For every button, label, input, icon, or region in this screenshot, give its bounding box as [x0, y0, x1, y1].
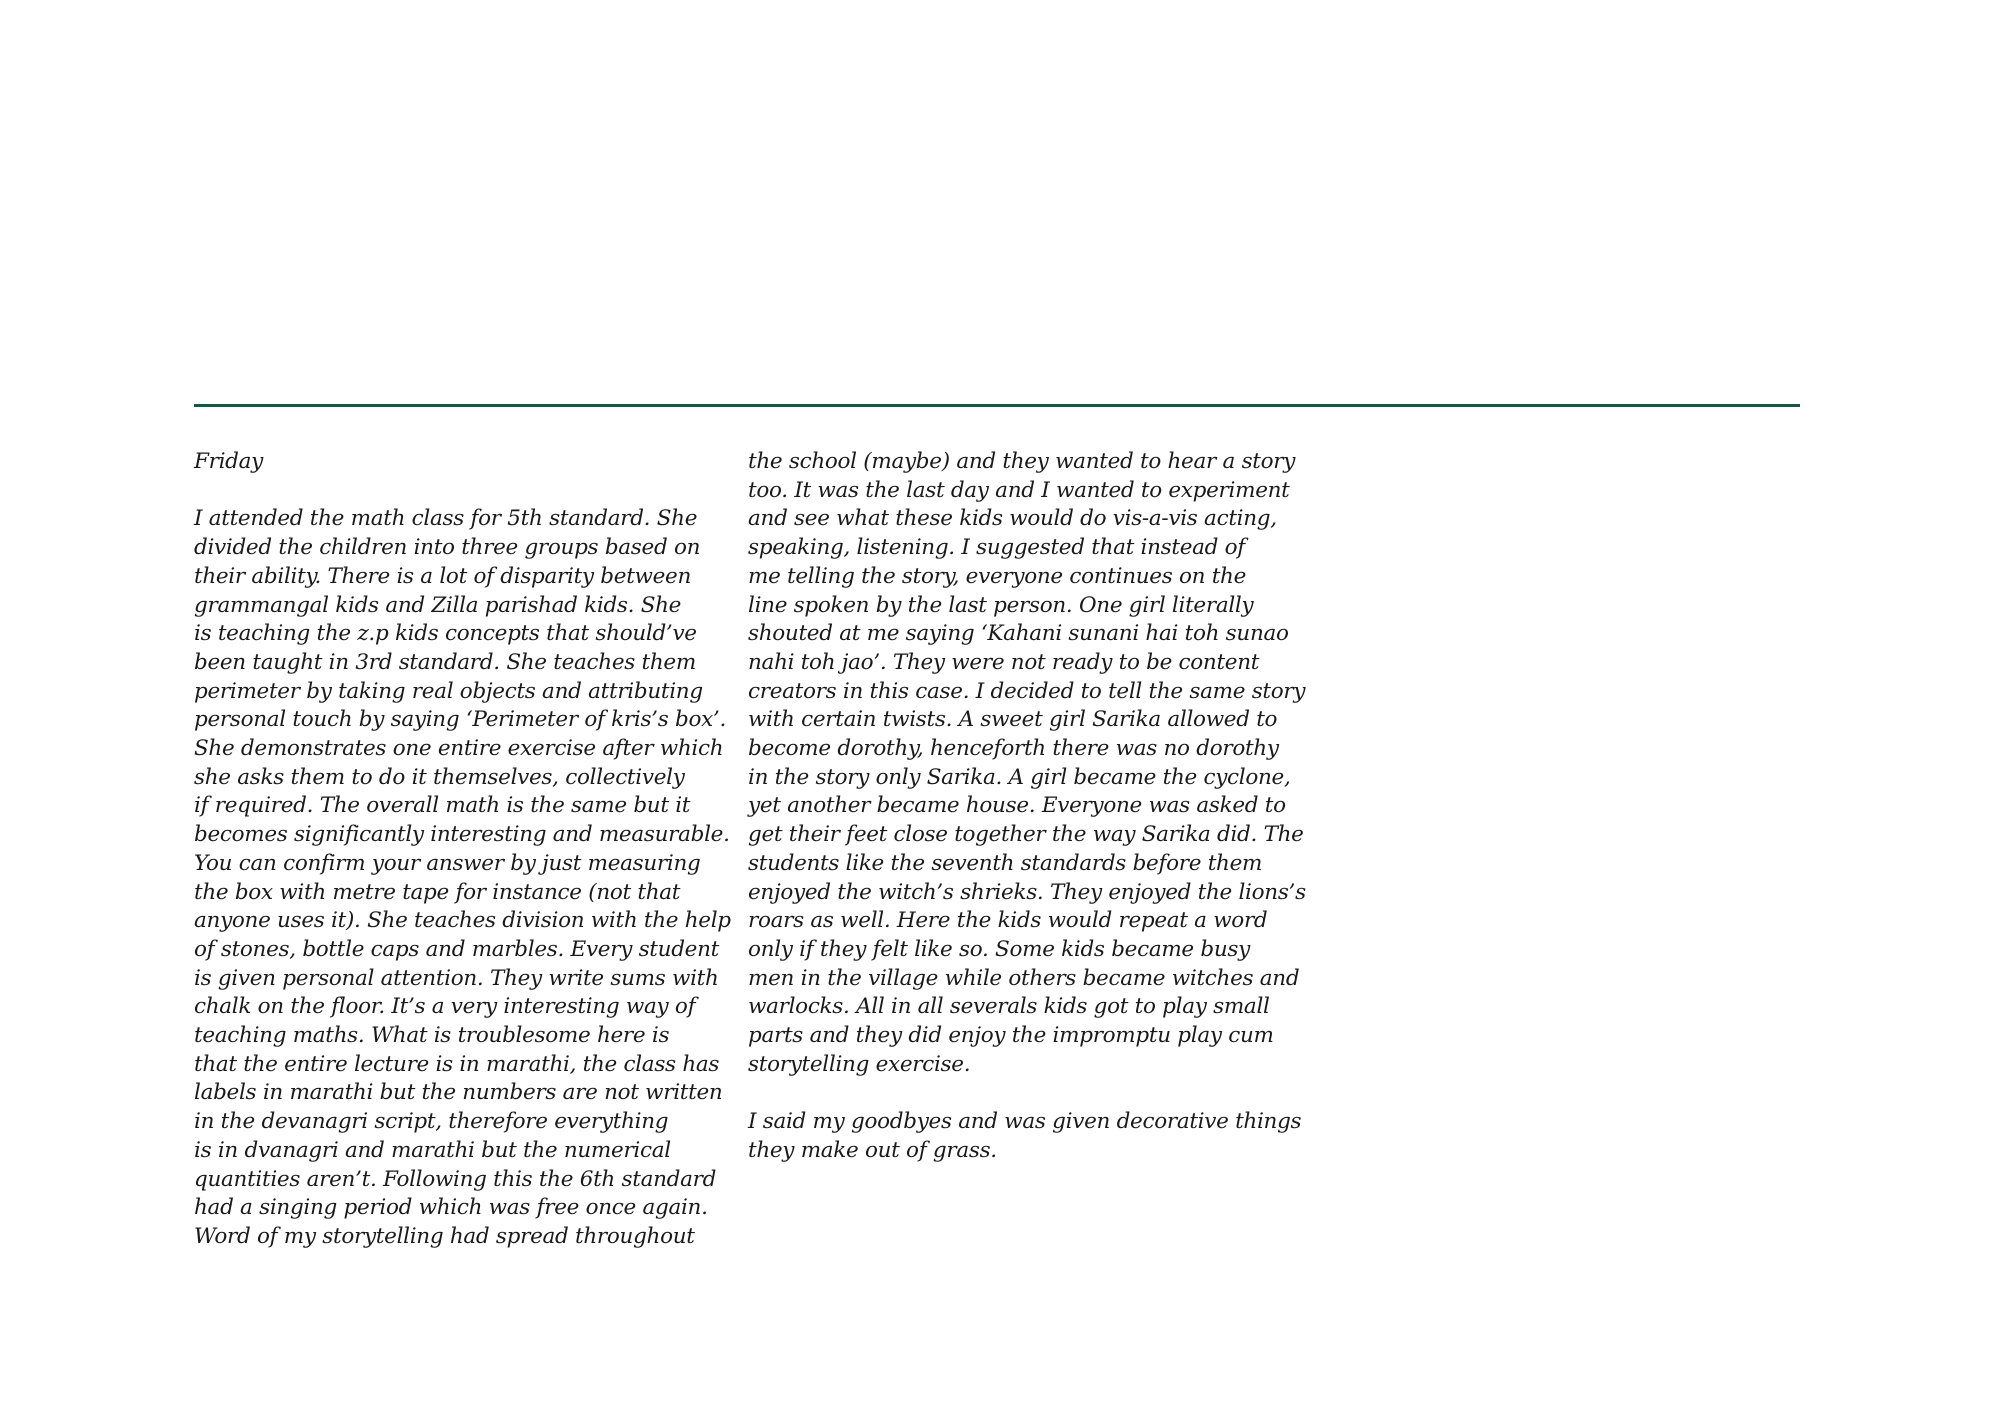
- text-line: become dorothy, henceforth there was no dorothy: [748, 736, 1279, 762]
- text-line: is teaching the z.p kids concepts that should’ve: [194, 621, 697, 647]
- text-line: me telling the story, everyone continues on the: [748, 563, 1247, 589]
- right-paragraph-1: [748, 448, 1308, 1079]
- left-paragraph: [194, 505, 754, 1251]
- text-line: personal touch by saying ‘Perimeter of kris’s box’.: [194, 707, 726, 733]
- left-column: [194, 448, 754, 1252]
- text-line: the school (maybe) and they wanted to hear a story: [748, 449, 1296, 474]
- text-line: line spoken by the last person. One girl literally: [748, 592, 1254, 618]
- text-line: in the devanagri script, therefore everything: [194, 1109, 669, 1135]
- text-line: divided the children into three groups based on: [194, 535, 701, 561]
- text-line: if required. The overall math is the same but it: [194, 793, 691, 819]
- text-line: with certain twists. A sweet girl Sarika allowed to: [748, 707, 1278, 733]
- text-line: She demonstrates one entire exercise after which: [194, 736, 724, 762]
- text-line: been taught in 3rd standard. She teaches them: [194, 649, 696, 675]
- text-line: she asks them to do it themselves, collectively: [194, 764, 685, 790]
- right-paragraph-2: [748, 1108, 1308, 1165]
- text-line: parts and they did enjoy the impromptu play cum: [748, 1023, 1274, 1049]
- text-line: You can confirm your answer by just measuring: [194, 850, 701, 876]
- text-line: in the story only Sarika. A girl became the cyclone,: [748, 764, 1291, 790]
- horizontal-rule: [194, 404, 1800, 407]
- text-line: nahi toh jao’. They were not ready to be content: [748, 649, 1260, 675]
- right-column: [748, 448, 1308, 1166]
- text-line: teaching maths. What is troublesome here is: [194, 1023, 670, 1049]
- text-line: the box with metre tape for instance (not that: [194, 879, 681, 905]
- text-line: is in dvanagri and marathi but the numerical: [194, 1137, 671, 1163]
- text-line: Word of my storytelling had spread throughout: [194, 1223, 695, 1249]
- paragraph-gap: [194, 477, 754, 506]
- text-line: had a singing period which was free once again.: [194, 1195, 708, 1221]
- text-line: is given personal attention. They write sums with: [194, 965, 719, 991]
- text-line: labels in marathi but the numbers are not written: [194, 1080, 723, 1106]
- text-line: that the entire lecture is in marathi, the class has: [194, 1051, 720, 1077]
- text-line: they make out of grass.: [748, 1137, 997, 1163]
- text-line: becomes significantly interesting and measurable.: [194, 822, 730, 848]
- text-line: too. It was the last day and I wanted to experiment: [748, 477, 1290, 503]
- text-line: roars as well. Here the kids would repeat a word: [748, 908, 1268, 934]
- text-line: anyone uses it). She teaches division with the help: [194, 908, 731, 934]
- text-line: shouted at me saying ‘Kahani sunani hai toh sunao: [748, 621, 1289, 647]
- text-line: grammangal kids and Zilla parishad kids. She: [194, 592, 682, 618]
- day-heading: Friday: [194, 449, 263, 474]
- text-line: men in the village while others became witches and: [748, 965, 1300, 991]
- paragraph-gap: [748, 1079, 1308, 1108]
- text-line: I said my goodbyes and was given decorative things: [748, 1109, 1302, 1135]
- text-line: enjoyed the witch’s shrieks. They enjoyed the lions’s: [748, 879, 1306, 905]
- text-line: their ability. There is a lot of disparity between: [194, 563, 692, 589]
- text-line: get their feet close together the way Sarika did. The: [748, 822, 1304, 848]
- text-line: of stones, bottle caps and marbles. Every student: [194, 936, 719, 962]
- text-line: storytelling exercise.: [748, 1051, 971, 1077]
- text-line: creators in this case. I decided to tell the same story: [748, 678, 1306, 704]
- text-line: only if they felt like so. Some kids became busy: [748, 936, 1250, 962]
- text-line: perimeter by taking real objects and attributing: [194, 678, 703, 704]
- text-line: chalk on the floor. It’s a very interesting way of: [194, 994, 696, 1020]
- text-line: and see what these kids would do vis-a-vis acting,: [748, 506, 1277, 532]
- text-line: warlocks. All in all severals kids got to play small: [748, 994, 1270, 1020]
- text-line: yet another became house. Everyone was asked to: [748, 793, 1286, 819]
- text-line: quantities aren’t. Following this the 6th standard: [194, 1166, 717, 1192]
- text-line: students like the seventh standards before them: [748, 850, 1263, 876]
- text-line: I attended the math class for 5th standard. She: [194, 506, 698, 532]
- text-line: speaking, listening. I suggested that instead of: [748, 535, 1245, 561]
